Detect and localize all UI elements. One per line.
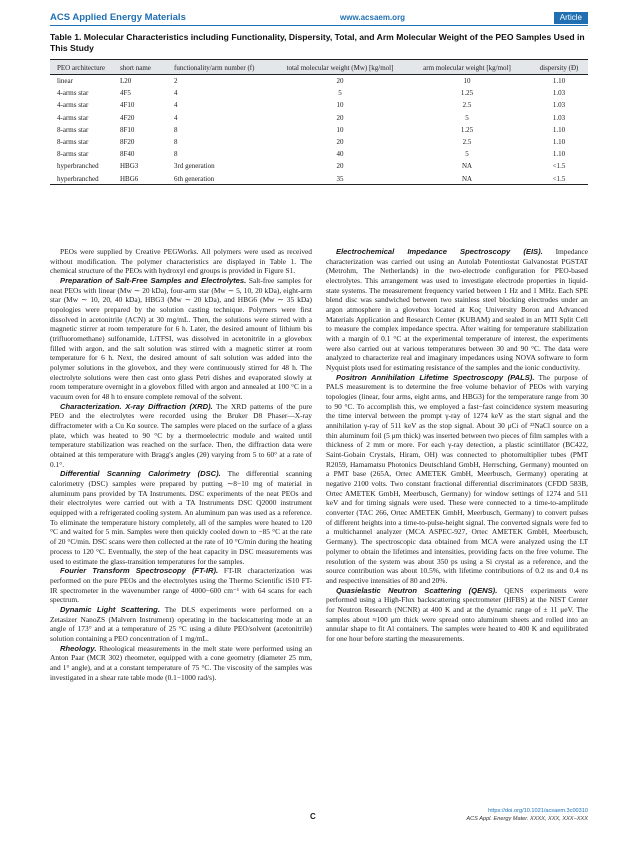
table-cell: 20 (336, 137, 344, 146)
table-row (50, 87, 588, 99)
paragraph-text: The purpose of PALS measurement is to determine the free volume behavior of PEOs with varying topologies (linear, four arms, eight arms, and HBG3) for the temperature range from 30 to 90 °C. To accomplish this, we employed a fast−fast coincidence system measuring the time interval between the prompt γ-ray of 1274 keV as the start signal and the annihilation γ-ray of 511 keV as the stop signal. About 30 μCi of ²²NaCl source on a thin aluminum foil (5 μm thick) was inserted between two pieces of film samples with a thickness of 2 mm or more. For each γ-ray detection, a plastic scintillator (BC422, Saint-Gobain Crystals, Hiram, OH) was connected to photomultiplier tubes (PMT R2059, Hamamatsu Photonics Deutschland GmbH, Herrsching, Germany) mounted on a PMT base (265A, Ortec AMETEK GmbH, Meerbusch, Germany) operating at negative 2100 volts. Two constant fractional differential discriminators (CFDD 583B, Ortec AMETEK GmbH, Meerbusch, Germany) for window settings of 1274 and 511 keV and for timing signals were used. These were connected to a time-to-amplitude converter (TAC 266, Ortec AMETEK GmbH, Meerbusch, Germany) to convert pulses of different heights into a time-to-pulse-height signal. The converted signals were fed to a multichannel analyzer (MCA ASPEC-927, Ortec AMETEK GmbH, Meerbusch, Germany). The spectroscopic data obtained from MCA were analyzed using the LT polymer to obtain the lifetimes and intensities, providing facts on the free volume. The resolution of the system was about 350 ps using a Si crystal as a reference, and the source contribution was about 10.5%, with lifetime contributions of 0.2 ns and 0.4 ns and respective intensities of 80 and 20%. (326, 372, 588, 585)
body-paragraph (50, 402, 312, 470)
page-number: C (310, 812, 316, 821)
body-paragraph (50, 644, 312, 683)
table-cell: 4F20 (120, 113, 135, 122)
paragraph-text: Impedance characterization was carried out using an Autolab Potentiostat Galvanostat PGSTAT (Metrohm, The Netherlands) in the two-electrode configuration for PEO-based electrolytes. This arrangement was used to investigate electrode properties in liquid-state systems. The measurement frequency varied between 1 Hz and 1 MHz. Each SPE blend disc was sandwiched between two stainless steel blocking electrodes under an argon atmosphere in a glovebox located at Koç University Boron and Advanced Materials Application and Research Center (KUBAM) and sealed in an MTI Split Cell to measure the complex impedance spectra. After waiting for temperature stabilization with a margin of 0.1 °C at the experimental temperature of interest, the experiments were also carried out at various temperatures between 30 and 90 °C. The data were analyzed to characterize real and imaginary impedances using NOVA software to form Nyquist plots used for estimating resistance of the samples and the ionic conductivity. (326, 247, 588, 373)
table-cell: hyperbranched (57, 162, 99, 171)
body-paragraph (50, 247, 312, 276)
table-body (50, 75, 588, 185)
table-cell: 2.5 (462, 101, 472, 110)
table-cell: 5 (338, 89, 342, 98)
table-cell: 8 (174, 137, 178, 146)
table-cell: 10 (463, 77, 471, 85)
table-header-cell: functionality/arm number (f) (174, 64, 255, 72)
table-cell: 6th generation (174, 174, 215, 183)
table-cell: 4 (174, 113, 178, 122)
table-cell: 4 (174, 89, 178, 98)
section-heading: Quasielastic Neutron Scattering (QENS). (336, 585, 498, 595)
body-paragraph (50, 276, 312, 402)
table-cell: 40 (336, 150, 344, 159)
left-text-column (50, 247, 312, 682)
section-heading: Differential Scanning Calorimetry (DSC). (60, 469, 221, 479)
table-row (50, 124, 588, 136)
table-cell: 20 (336, 113, 344, 122)
section-heading: Rheology. (60, 643, 97, 653)
table-cell: 1.03 (552, 89, 566, 98)
table-cell: <1.5 (552, 174, 566, 183)
table-cell: hyperbranched (57, 174, 99, 183)
table-cell: 5 (465, 113, 469, 122)
table-cell: 1.03 (552, 101, 566, 110)
body-paragraph (326, 373, 588, 586)
right-text-column (326, 247, 588, 644)
table-row (50, 99, 588, 111)
table-header-cell: dispersity (Đ) (539, 64, 579, 72)
table-cell: 8 (174, 150, 178, 159)
table-cell: 8F40 (120, 150, 135, 159)
article-type-badge: Article (554, 12, 588, 24)
section-heading: Fourier Transform Spectroscopy (FT-IR). (60, 566, 219, 576)
table-row (50, 112, 588, 124)
table-cell: 3rd generation (174, 162, 215, 171)
table-cell: 1.10 (552, 137, 566, 146)
paragraph-text: The differential scanning calorimetry (DSC) samples were prepared by putting ∼8−10 mg of material in aluminum pans provided by TA Instruments. DSC experiments of the neat PEOs and their electrolytes were carried out with a TA Instruments DSC Q2000 instrument equipped with a refrigerated cooling system. An aluminum pan was used as a reference. To eliminate the temperature history completely, all of the samples were heated to 120 °C and waited for 5 min. Samples were then quickly cooled down to −85 °C at the rate of 20 °C/min. DSC scans were then collected at the rate of 10 °C/min during the heating process to 120 °C. Eventually, the step of the heat capacity in DSC measurements was used to estimate the glass-transition temperatures for the samples. (50, 469, 313, 566)
page-header (50, 12, 588, 26)
paragraph-text: FT-IR characterization was performed on the pure PEOs and the electrolytes using the Thermo Scientific iS10 FT-IR spectrometer in the wavenumber range of 4000−600 cm⁻¹ with 64 scans for each spectrum. (50, 566, 312, 605)
paragraph-text: Rheological measurements in the melt state were performed using an Anton Paar (MCR 302) rheometer, equipped with a cone geometry (diameter 25 mm, and 1° angle), and at a constant temperature of 75 °C. The viscosity of the samples was investigated in a shear rate table mode (0.1−1000 rad/s). (50, 643, 313, 682)
table-cell: 1.25 (460, 125, 474, 134)
section-heading: Electrochemical Impedance Spectroscopy (EIS). (336, 247, 543, 256)
table-cell: 2 (174, 77, 178, 85)
table-cell: linear (57, 77, 73, 85)
paragraph-text: QENS experiments were performed using a High-Flux backscattering spectrometer (HFBS) at the NIST Center for Neutron Research (NCNR) at 400 K and at the dynamic range of ± 11 μeV. The samples about ≈100 μm thick were spread onto aluminum sheets and rolled into an annular shape to fit Al containers. The samples were heated to 400 K and equilibrated for one hour before starting the measurements. (326, 585, 588, 643)
table-cell: 4-arms star (57, 113, 89, 122)
table-cell: 8 (174, 125, 178, 134)
table-cell: 4-arms star (57, 101, 89, 110)
table-row (50, 136, 588, 148)
table-cell: 4F5 (120, 89, 131, 98)
table-row (50, 173, 588, 185)
paragraph-text: The DLS experiments were performed on a Zetasizer NanoZS (Malvern Instrument) operating in the backscattering mode at an angle of 173° and at a temperature of 25 °C using a dilute PEO/solvent (acetonitrile) solution containing a PEO concentration of 1 mg/mL. (50, 604, 312, 643)
section-heading: Dynamic Light Scattering. (60, 604, 160, 614)
table-header-row (50, 59, 588, 75)
citation-line: ACS Appl. Energy Mater. XXXX, XXX, XXX−XXX (466, 816, 588, 822)
paragraph-text: Salt-free samples for neat PEOs with linear (Mw ∼ 20 kDa), four-arm star (Mw ∼ 5, 10, 20 kDa), eight-arm star (Mw ∼ 10, 20, 40 kDa), HBG3 (Mw ∼ 20 kDa), and HBG6 (Mw ∼ 35 kDa) topologies were prepared by the solution casting technique. Polymers were first dissolved in acetonitrile (ACN) at 30 mg/mL. Then, the solutions were stirred with a magnetic stirrer at room temperature for 6 h. Later, the desired amount of lithium bis (trifluoromethane) sulfonamide, LiTFSI, was dissolved in acetonitrile in a glovebox filled with argon, and the salt solution was stirred with a magnetic stirrer at room temperature for 6 h. Next, the desired amount of salt solution was added into the polymer solutions in the glovebox, and they were continuously stirred for 48 h. The electrolyte solutions were then cast onto glass Petri dishes and evaporated slowly at room temperature overnight in a glovebox filled with argon and annealed at 100 °C in a vacuum oven for 48 h to ensure complete removal of the solvent. (50, 276, 312, 402)
body-paragraph (50, 605, 312, 644)
table-cell: 10 (336, 101, 344, 110)
table-cell: 20 (336, 162, 344, 171)
table-cell: L20 (120, 77, 132, 85)
table-cell: 5 (465, 150, 469, 159)
table-cell: HBG6 (120, 174, 139, 183)
table-cell: 1.03 (552, 113, 566, 122)
table-cell: 10 (336, 125, 344, 134)
table-cell: 8F20 (120, 137, 135, 146)
table-cell: NA (461, 162, 473, 171)
section-heading: Preparation of Salt-Free Samples and Electrolytes. (60, 276, 247, 286)
table-cell: NA (461, 174, 473, 183)
table-cell: 4 (174, 101, 178, 110)
body-paragraph (326, 247, 588, 373)
table-row (50, 160, 588, 172)
journal-website-link[interactable]: www.acsaem.org (340, 13, 406, 22)
section-heading: Positron Annihilation Lifetime Spectroscopy (PALS). (336, 372, 535, 382)
table-cell: 1.10 (552, 77, 566, 85)
table-cell: 1.25 (460, 89, 474, 98)
paragraph-text: The XRD patterns of the pure PEO and the electrolytes were recorded using the Bruker D8 Phaser—X-ray diffractometer with a Cu Kα source. The samples were placed on the surface of a glass plate, which was heated to 90 °C by a thermoelectric module and waited until temperature stabilization was reached on the surface. Then, the diffraction data were obtained at this temperature with Bragg's angles (2θ) varying from 5 to 60° at a rate of 0.1°. (50, 401, 313, 469)
table-cell: 8-arms star (57, 125, 89, 134)
table-cell: 8-arms star (57, 137, 89, 146)
table-cell: 2.5 (462, 137, 472, 146)
table-cell: 1.10 (552, 125, 566, 134)
table-cell: 1.10 (552, 150, 566, 159)
data-table (50, 59, 588, 185)
section-heading: Characterization. X-ray Diffraction (XRD). (60, 401, 213, 411)
table-cell: 4F10 (120, 101, 135, 110)
body-paragraph (326, 586, 588, 644)
body-paragraph (50, 566, 312, 605)
table-header-cell: arm molecular weight [kg/mol] (423, 64, 511, 72)
table-cell: 4-arms star (57, 89, 89, 98)
table-header-cell: short name (120, 64, 151, 72)
table-cell: HBG3 (120, 162, 139, 171)
table-cell: 20 (336, 77, 344, 85)
table-header-cell: PEO architecture (57, 64, 106, 72)
journal-name: ACS Applied Energy Materials (50, 12, 186, 23)
table-row (50, 148, 588, 160)
table-cell: 8-arms star (57, 150, 89, 159)
table-cell: <1.5 (552, 162, 566, 171)
body-paragraph (50, 469, 312, 566)
table-cell: 8F10 (120, 125, 135, 134)
table-caption: Table 1. Molecular Characteristics including Functionality, Dispersity, Total, and Arm Molecular Weight of the PEO Samples Used in This Study (50, 32, 585, 53)
paragraph-text: PEOs were supplied by Creative PEGWorks. All polymers were used as received without modification. The polymer characteristics are displayed in Table 1. The chemical structure of the PEOs with hydroxyl end groups is provided in Figure S1. (50, 247, 312, 276)
table-row (50, 75, 588, 87)
table-cell: 35 (336, 174, 344, 183)
doi-link[interactable]: https://doi.org/10.1021/acsaem.3c00310 (488, 808, 588, 814)
table-header-cell: total molecular weight (Mw) [kg/mol] (286, 64, 394, 72)
